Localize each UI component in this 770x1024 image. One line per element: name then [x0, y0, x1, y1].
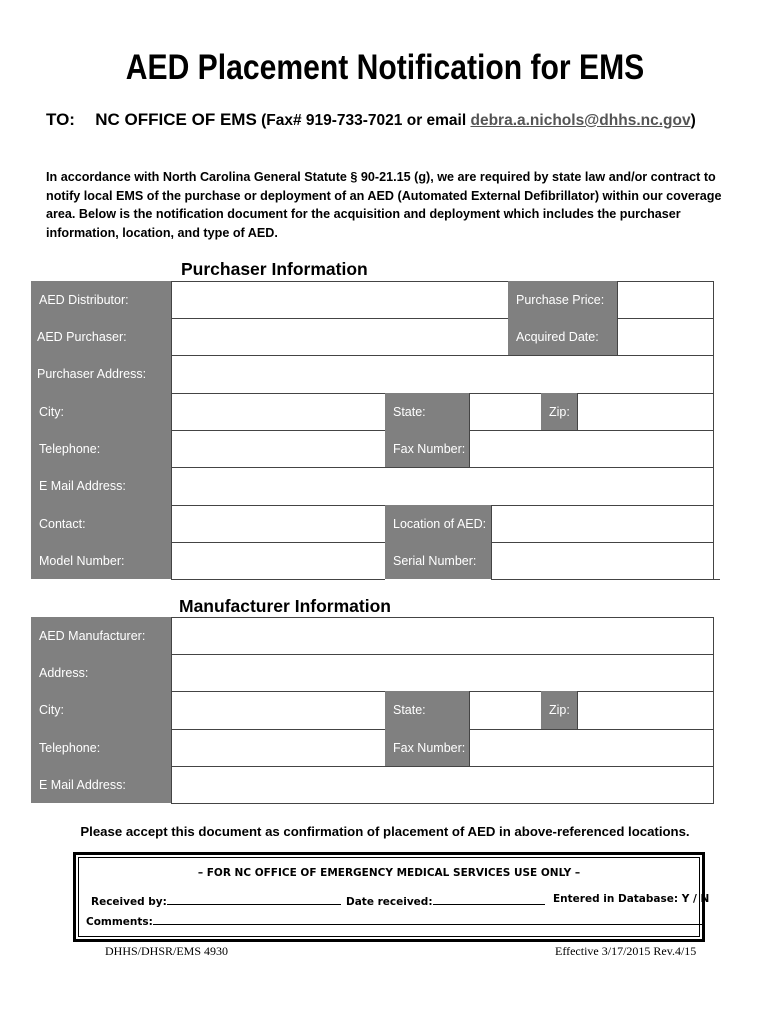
received-by-row	[91, 893, 341, 908]
aed-purchaser-label: AED Purchaser:	[31, 318, 172, 356]
manufacturer-heading: Manufacturer Information	[179, 596, 391, 616]
fax-prefix: (Fax# 919-733-7021 or email	[261, 112, 467, 129]
to-label: TO:	[46, 110, 75, 129]
aed-manufacturer-field[interactable]	[171, 617, 714, 655]
contact-field[interactable]	[171, 505, 386, 543]
serial-number-label: Serial Number:	[385, 542, 492, 580]
email-address-field[interactable]	[171, 467, 714, 506]
to-line	[46, 110, 696, 130]
state-label: State:	[385, 393, 470, 431]
manufacturer-telephone-label: Telephone:	[31, 729, 172, 767]
office-use-heading: – FOR NC OFFICE OF EMERGENCY MEDICAL SERVICES USE ONLY –	[197, 867, 581, 879]
zip-field[interactable]	[577, 393, 714, 431]
received-by-label: Received by:	[91, 896, 167, 908]
page-title: AED Placement Notification for EMS	[125, 48, 645, 87]
zip-label: Zip:	[541, 393, 578, 431]
aed-distributor-label: AED Distributor:	[31, 281, 172, 319]
aed-purchaser-field[interactable]	[171, 318, 509, 356]
close-paren: )	[690, 112, 696, 129]
model-number-field[interactable]	[171, 542, 386, 580]
form-number: DHHS/DHSR/EMS 4930	[105, 944, 229, 958]
office-use-inner-frame	[78, 857, 710, 937]
email-address-label: E Mail Address:	[31, 467, 172, 506]
date-received-label: Date received:	[346, 896, 433, 908]
aed-manufacturer-label: AED Manufacturer:	[31, 617, 172, 655]
manufacturer-email-label: E Mail Address:	[31, 766, 172, 804]
manufacturer-telephone-field[interactable]	[171, 729, 386, 767]
manufacturer-state-field[interactable]	[469, 691, 542, 730]
date-received-row	[346, 893, 545, 908]
manufacturer-state-label: State:	[385, 691, 470, 730]
manufacturer-email-field[interactable]	[171, 766, 714, 804]
city-label: City:	[31, 393, 172, 431]
manufacturer-zip-field[interactable]	[577, 691, 714, 730]
model-number-label: Model Number:	[31, 542, 172, 580]
serial-number-field[interactable]	[491, 542, 714, 580]
office-name: NC OFFICE OF EMS	[95, 110, 257, 129]
telephone-label: Telephone:	[31, 430, 172, 468]
manufacturer-address-label: Address:	[31, 654, 172, 692]
table-bottom-rule	[491, 579, 720, 580]
manufacturer-fax-field[interactable]	[469, 729, 714, 767]
date-received-line[interactable]	[433, 893, 545, 905]
manufacturer-zip-label: Zip:	[541, 691, 578, 730]
contact-label: Contact:	[31, 505, 172, 543]
purchaser-address-field[interactable]	[171, 355, 714, 394]
purchase-price-label: Purchase Price:	[508, 281, 618, 319]
location-of-aed-field[interactable]	[491, 505, 714, 543]
comments-label: Comments:	[86, 916, 153, 928]
acquired-date-field[interactable]	[617, 318, 714, 356]
fax-number-label: Fax Number:	[385, 430, 470, 468]
purchase-price-field[interactable]	[617, 281, 714, 319]
office-use-box	[73, 852, 710, 942]
confirmation-text: Please accept this document as confirmation of placement of AED in above-referenced locations.	[80, 824, 690, 839]
effective-date: Effective 3/17/2015 Rev.4/15	[555, 944, 697, 958]
comments-row	[86, 913, 703, 928]
received-by-line[interactable]	[167, 893, 341, 905]
manufacturer-fax-label: Fax Number:	[385, 729, 470, 767]
aed-distributor-field[interactable]	[171, 281, 509, 319]
telephone-field[interactable]	[171, 430, 386, 468]
manufacturer-address-field[interactable]	[171, 654, 714, 692]
email-link[interactable]: debra.a.nichols@dhhs.nc.gov	[470, 112, 691, 129]
location-of-aed-label: Location of AED:	[385, 505, 492, 543]
comments-line[interactable]	[153, 913, 703, 925]
entered-in-database: Entered in Database: Y / N	[553, 893, 710, 905]
acquired-date-label: Acquired Date:	[508, 318, 618, 356]
city-field[interactable]	[171, 393, 386, 431]
purchaser-heading: Purchaser Information	[181, 259, 368, 279]
state-field[interactable]	[469, 393, 542, 431]
intro-paragraph: In accordance with North Carolina General Statute § 90-21.15 (g), we are required by state law and/or contract to notify local EMS of the purchase or deployment of an AED (Automated External Defibrillator) within our coverage area. Below is the notification document for the acquisition and deployment which includes the purchaser information, location, and type of AED.	[46, 170, 722, 240]
purchaser-address-label: Purchaser Address:	[31, 355, 172, 394]
fax-number-field[interactable]	[469, 430, 714, 468]
manufacturer-city-field[interactable]	[171, 691, 386, 730]
manufacturer-city-label: City:	[31, 691, 172, 730]
